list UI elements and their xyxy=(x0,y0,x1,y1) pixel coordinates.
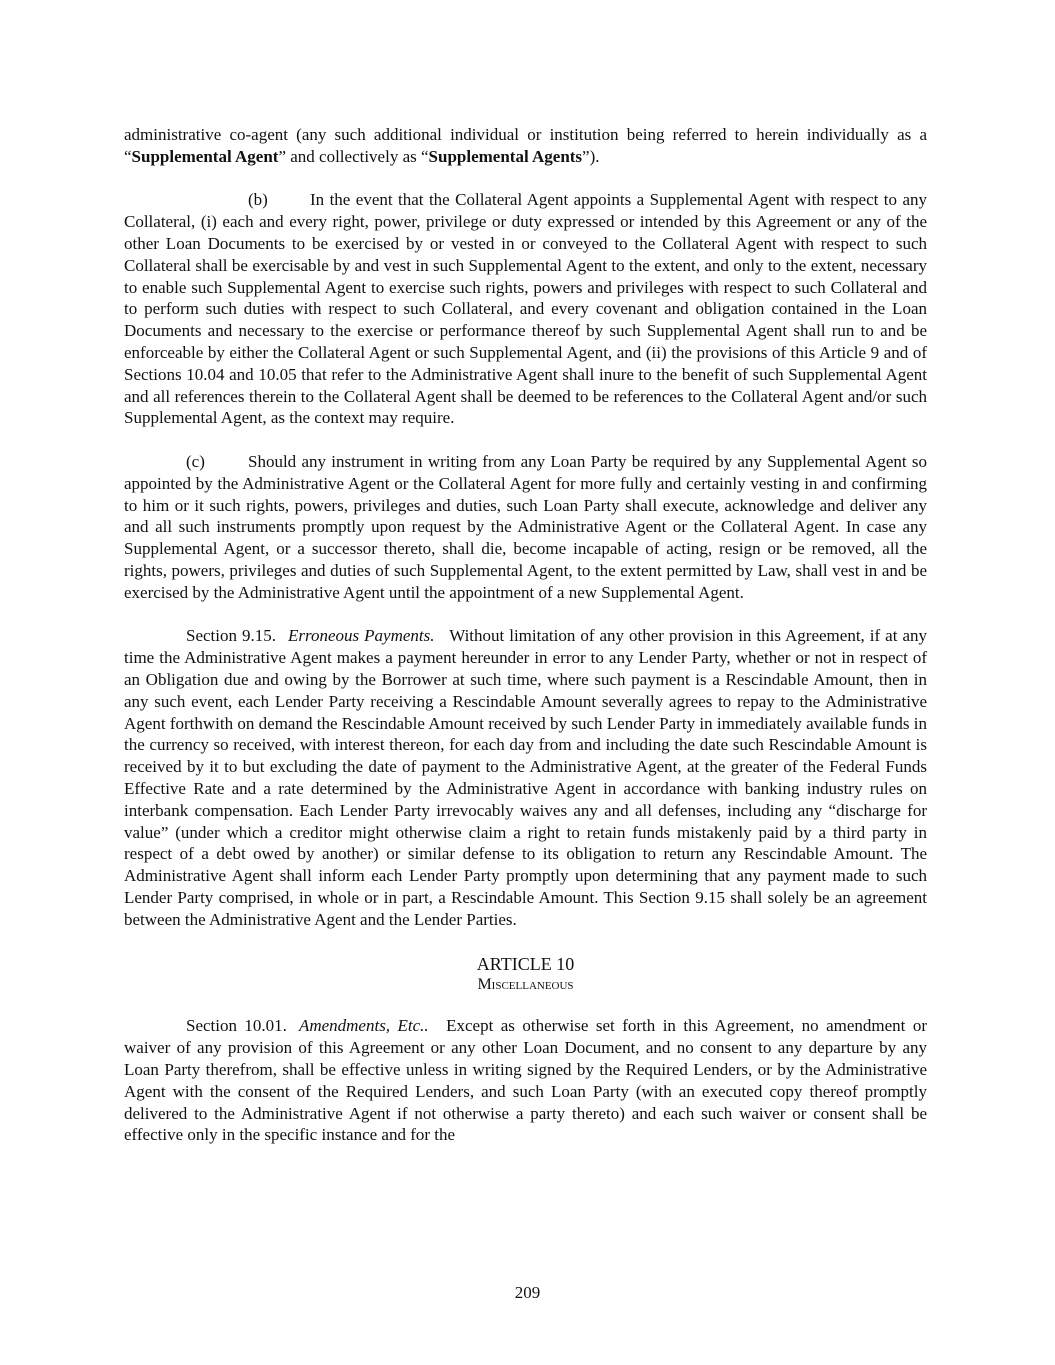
document-page xyxy=(124,124,927,1146)
paragraph-b xyxy=(124,189,927,429)
clause-label-b: (b) xyxy=(248,190,268,210)
paragraph-supplemental-agent-definition: administrative co-agent (any such additional individual or institution being referred to herein individually as a “Supplemental Agent” and collectively as “Supplemental Agents”). xyxy=(124,125,927,166)
section-number: Section 9.15. xyxy=(186,626,276,646)
clause-label-c: (c) xyxy=(186,451,205,471)
defined-term-supplemental-agents: Supplemental Agents xyxy=(428,146,583,166)
article-heading: ARTICLE 10 xyxy=(476,954,575,975)
section-9-15 xyxy=(124,625,927,930)
section-number: Section 10.01. xyxy=(186,1016,287,1036)
article-subheading: Miscellaneous xyxy=(477,976,574,994)
section-title: Amendments, Etc.. xyxy=(298,1016,429,1036)
paragraph-c xyxy=(124,451,927,604)
clause-text-c: Should any instrument in writing from any Loan Party be required by any Supplemental Agent so appointed by the Administrative Agent or the Collateral Agent for more fully and certainly vesting in and confirming to him or it such rights, powers, privileges and duties, such Loan Party shall execute, acknowledge and deliver any and all such instruments promptly upon request by the Administrative Agent or the Collateral Agent. In case any Supplemental Agent, or a successor thereto, shall die, become incapable of acting, resign or be removed, all the rights, powers, privileges and duties of such Supplemental Agent, to the extent permitted by Law, shall vest in and be exercised by the Administrative Agent until the appointment of a new Supplemental Agent. xyxy=(124,451,927,602)
section-text: Without limitation of any other provision in this Agreement, if at any time the Administrative Agent makes a payment hereunder in error to any Lender Party, whether or not in respect of an Obligation due and owing by the Borrower at such time, where such payment is a Rescindable Amount, then in any such event, each Lender Party receiving a Rescindable Amount severally agrees to repay to the Administrative Agent forthwith on demand the Rescindable Amount received by such Lender Party in immediately available funds in the currency so received, with interest thereon, for each day from and including the date such Rescindable Amount is received by it to but excluding the date of payment to the Administrative Agent, at the greater of the Federal Funds Effective Rate and a rate determined by the Administrative Agent in accordance with banking industry rules on interbank compensation. Each Lender Party irrevocably waives any and all defenses, including any “discharge for value” (under which a creditor might otherwise claim a right to retain funds mistakenly paid by a third party in respect of a debt owed by another) or similar defense to its obligation to return any Rescindable Amount. The Administrative Agent shall inform each Lender Party promptly upon determining that any payment made to such Lender Party comprised, in whole or in part, a Rescindable Amount. This Section 9.15 shall solely be an agreement between the Administrative Agent and the Lender Parties. xyxy=(124,626,927,929)
section-title: Erroneous Payments. xyxy=(288,626,435,646)
page-number: 209 xyxy=(514,1283,541,1302)
defined-term-supplemental-agent: Supplemental Agent xyxy=(131,146,279,166)
section-text: Except as otherwise set forth in this Agreement, no amendment or waiver of any provision of this Agreement or any other Loan Document, and no consent to any departure by any Loan Party therefrom, shall be effective unless in writing signed by the Required Lenders, or by the Administrative Agent with the consent of the Required Lenders, and such Loan Party (with an executed copy thereof promptly delivered to the Administrative Agent if not otherwise a party thereto) and each such waiver or consent shall be effective only in the specific instance and for the xyxy=(124,1016,927,1145)
clause-text-b: In the event that the Collateral Agent appoints a Supplemental Agent with respect to any Collateral, (i) each and every right, power, privilege or duty expressed or intended by this Agreement or any of the other Loan Documents to be exercised by or vested in or conveyed to the Collateral Agent with respect to such Collateral shall be exercisable by and vest in such Supplemental Agent to the extent, and only to the extent, necessary to enable such Supplemental Agent to exercise such rights, powers and privileges with respect to such Collateral and to perform such duties with respect to such Collateral, and every covenant and obligation contained in the Loan Documents and necessary to the exercise or performance thereof by such Supplemental Agent shall run to and be enforceable by either the Collateral Agent or such Supplemental Agent, and (ii) the provisions of this Article 9 and of Sections 10.04 and 10.05 that refer to the Administrative Agent shall inure to the benefit of such Supplemental Agent and all references therein to the Collateral Agent shall be deemed to be references to the Collateral Agent and/or such Supplemental Agent, as the context may require. xyxy=(124,190,927,428)
section-10-01 xyxy=(124,1015,927,1146)
